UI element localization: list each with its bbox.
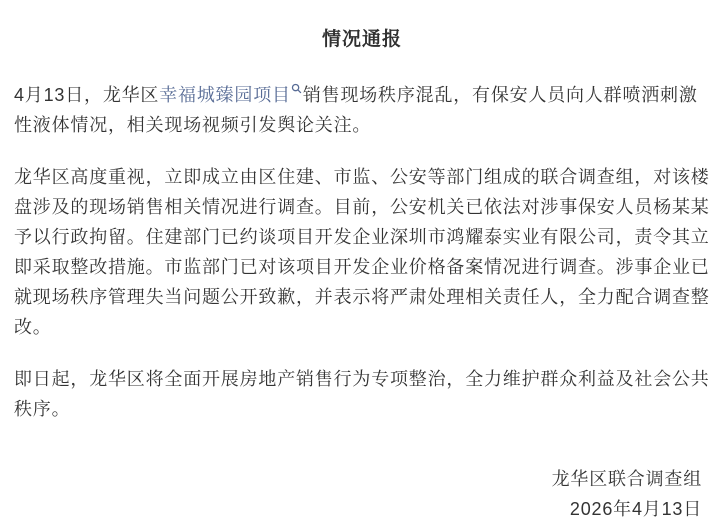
signature-block — [14, 464, 710, 524]
search-icon — [291, 83, 302, 94]
paragraph-1-prefix: 4月13日，龙华区 — [14, 85, 160, 105]
paragraph-2: 龙华区高度重视，立即成立由区住建、市监、公安等部门组成的联合调查组，对该楼盘涉及的现场销售相关情况进行调查。目前，公安机关已依法对涉事保安人员杨某某予以行政拘留。住建部门已约谈项目开发企业深圳市鸿耀泰实业有限公司，责令其立即采取整改措施。市监部门已对该项目开发企业价格备案情况进行调查。涉事企业已就现场秩序管理失当问题公开致歉，并表示将严肃处理相关责任人，全力配合调查整改。 — [14, 167, 710, 337]
project-link[interactable] — [159, 85, 303, 105]
paragraph-1 — [14, 80, 710, 140]
project-link-text: 幸福城臻园项目 — [159, 85, 291, 105]
signature: 龙华区联合调查组 — [551, 469, 702, 489]
notice-date: 2026年4月13日 — [569, 499, 702, 519]
page-title: 情况通报 — [321, 29, 402, 50]
paragraph-3: 即日起，龙华区将全面开展房地产销售行为专项整治，全力维护群众利益及社会公共秩序。 — [14, 369, 710, 419]
paragraph-1-suffix: 销售现场秩序混乱，有保安人员向人群喷洒刺激性液体情况，相关现场视频引发舆论关注。 — [14, 85, 698, 135]
